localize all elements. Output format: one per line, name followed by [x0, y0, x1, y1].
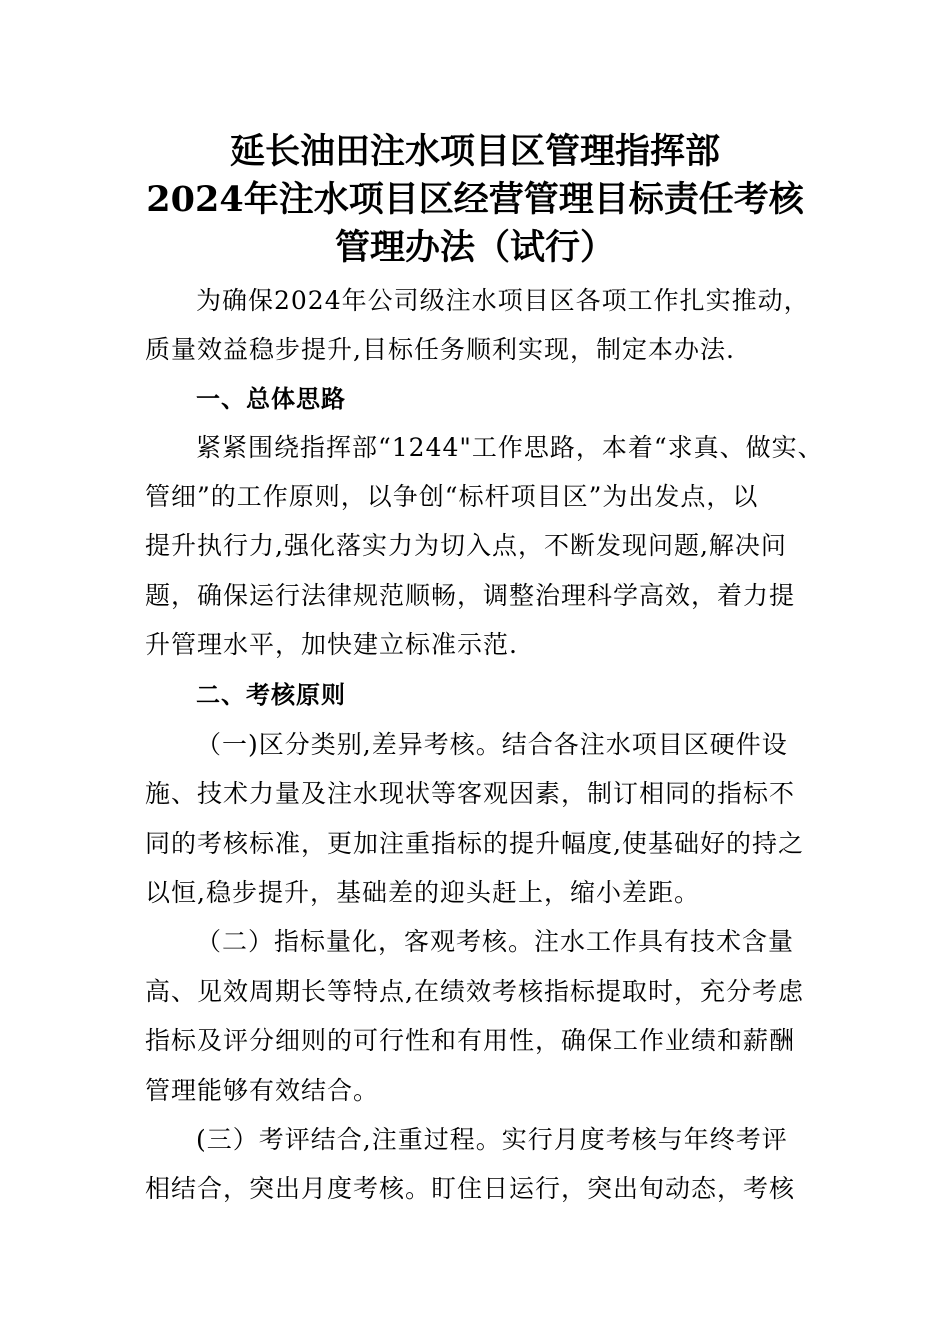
section-heading: 二、考核原则	[196, 681, 346, 709]
section-heading: 一、总体思路	[196, 385, 346, 413]
paragraph-line: 管理能够有效结合。	[145, 1076, 380, 1105]
paragraph-line: 提升执行力,强化落实力为切入点，不断发现问题,解决问	[145, 531, 787, 560]
paragraph-line: 指标及评分细则的可行性和有用性，确保工作业绩和薪酬	[145, 1026, 796, 1055]
document-title-line-3: 管理办法（试行）	[334, 227, 615, 268]
document-title-line-2: 2024年注水项目区经营管理目标责任考核	[146, 179, 804, 220]
paragraph-line: 题，确保运行法律规范顺畅，调整治理科学高效，着力提	[145, 581, 796, 610]
paragraph-line: 管细”的工作原则，以争创“标杆项目区”为出发点，以	[145, 482, 759, 511]
paragraph-line: 以恒,稳步提升，基础差的迎头赶上，缩小差距。	[145, 878, 700, 907]
paragraph-line: 高、见效周期长等特点,在绩效考核指标提取时，充分考虑	[145, 977, 804, 1006]
paragraph-line: （二）指标量化，客观考核。注水工作具有技术含量	[196, 927, 795, 956]
paragraph-line: 相结合，突出月度考核。盯住日运行，突出旬动态，考核	[145, 1174, 796, 1203]
paragraph-line: 紧紧围绕指挥部“1244"工作思路，本着“求真、做实、	[196, 433, 824, 462]
paragraph-line: (三）考评结合,注重过程。实行月度考核与年终考评	[196, 1125, 788, 1154]
intro-line: 为确保2024年公司级注水项目区各项工作扎实推动，	[196, 286, 810, 315]
intro-line: 质量效益稳步提升,目标任务顺利实现，制定本办法.	[145, 335, 735, 364]
paragraph-line: 施、技术力量及注水现状等客观因素，制订相同的指标不	[145, 779, 796, 808]
paragraph-line: 升管理水平，加快建立标准示范.	[145, 630, 518, 659]
paragraph-line: 同的考核标准，更加注重指标的提升幅度,使基础好的持之	[145, 829, 804, 858]
paragraph-line: （一)区分类别,差异考核。结合各注水项目区硬件设	[196, 730, 788, 759]
document-title-line-1: 延长油田注水项目区管理指挥部	[229, 131, 720, 172]
